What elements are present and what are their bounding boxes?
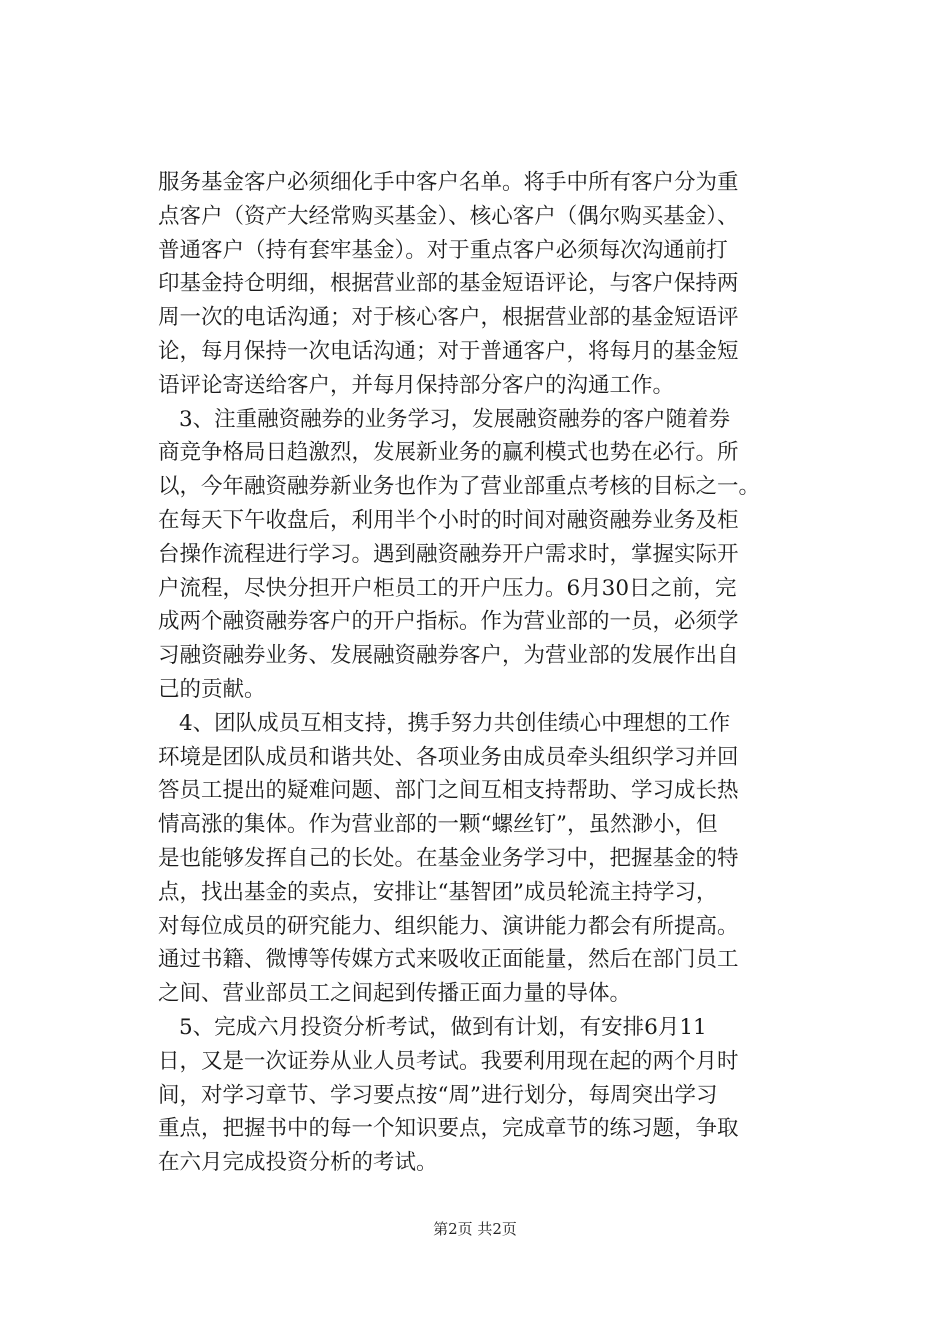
text-line: 答员工提出的疑难问题、部门之间互相支持帮助、学习成长热	[158, 778, 739, 804]
paragraph-3-start: 3、注重融资融券的业务学习，发展融资融券的客户随着券	[179, 406, 731, 432]
text-line: 论，每月保持一次电话沟通；对于普通客户，将每月的基金短	[158, 338, 739, 364]
text-line: 语评论寄送给客户，并每月保持部分客户的沟通工作。	[158, 372, 675, 398]
document-body	[158, 166, 858, 1180]
text-line: 通过书籍、微博等传媒方式来吸收正面能量，然后在部门员工	[158, 947, 739, 973]
text-line: 台操作流程进行学习。遇到融资融券开户需求时，掌握实际开	[158, 541, 739, 567]
text-line: 周一次的电话沟通；对于核心客户，根据营业部的基金短语评	[158, 305, 739, 331]
text-line: 商竞争格局日趋激烈，发展新业务的赢利模式也势在必行。所	[158, 440, 739, 466]
paragraph-5-start: 5、完成六月投资分析考试，做到有计划，有安排6月11	[179, 1014, 707, 1040]
text-line: 情高涨的集体。作为营业部的一颗“螺丝钉”，虽然渺小，但	[158, 812, 718, 838]
text-line: 以，今年融资融券新业务也作为了营业部重点考核的目标之一。	[158, 474, 761, 500]
text-line: 间，对学习章节、学习要点按“周”进行划分，每周突出学习	[158, 1082, 718, 1108]
text-line: 是也能够发挥自己的长处。在基金业务学习中，把握基金的特	[158, 845, 739, 871]
text-line: 习融资融券业务、发展融资融券客户，为营业部的发展作出自	[158, 643, 739, 669]
paragraph-4-start: 4、团队成员互相支持，携手努力共创佳绩心中理想的工作	[179, 710, 731, 736]
text-line: 点客户（资产大经常购买基金）、核心客户（偶尔购买基金）、	[158, 203, 739, 229]
text-line: 点，找出基金的卖点，安排让“基智团”成员轮流主持学习，	[158, 879, 718, 905]
text-line: 日，又是一次证券从业人员考试。我要利用现在起的两个月时	[158, 1048, 739, 1074]
text-line: 对每位成员的研究能力、组织能力、演讲能力都会有所提高。	[158, 913, 739, 939]
text-line: 成两个融资融券客户的开户指标。作为营业部的一员，必须学	[158, 609, 739, 635]
text-line: 普通客户（持有套牢基金）。对于重点客户必须每次沟通前打	[158, 237, 728, 263]
text-line: 重点，把握书中的每一个知识要点，完成章节的练习题，争取	[158, 1116, 739, 1142]
text-line: 在六月完成投资分析的考试。	[158, 1150, 438, 1176]
page-number-footer: 第2页 共2页	[433, 1220, 517, 1238]
text-line: 环境是团队成员和谐共处、各项业务由成员牵头组织学习并回	[158, 744, 739, 770]
text-line: 印基金持仓明细，根据营业部的基金短语评论，与客户保持两	[158, 271, 739, 297]
text-line: 服务基金客户必须细化手中客户名单。将手中所有客户分为重	[158, 170, 739, 195]
text-line: 己的贡献。	[158, 676, 266, 702]
text-line: 之间、营业部员工之间起到传播正面力量的导体。	[158, 981, 632, 1007]
text-line: 在每天下午收盘后，利用半个小时的时间对融资融券业务及柜	[158, 507, 739, 533]
text-line: 户流程，尽快分担开户柜员工的开户压力。6月30日之前，完	[158, 575, 737, 601]
